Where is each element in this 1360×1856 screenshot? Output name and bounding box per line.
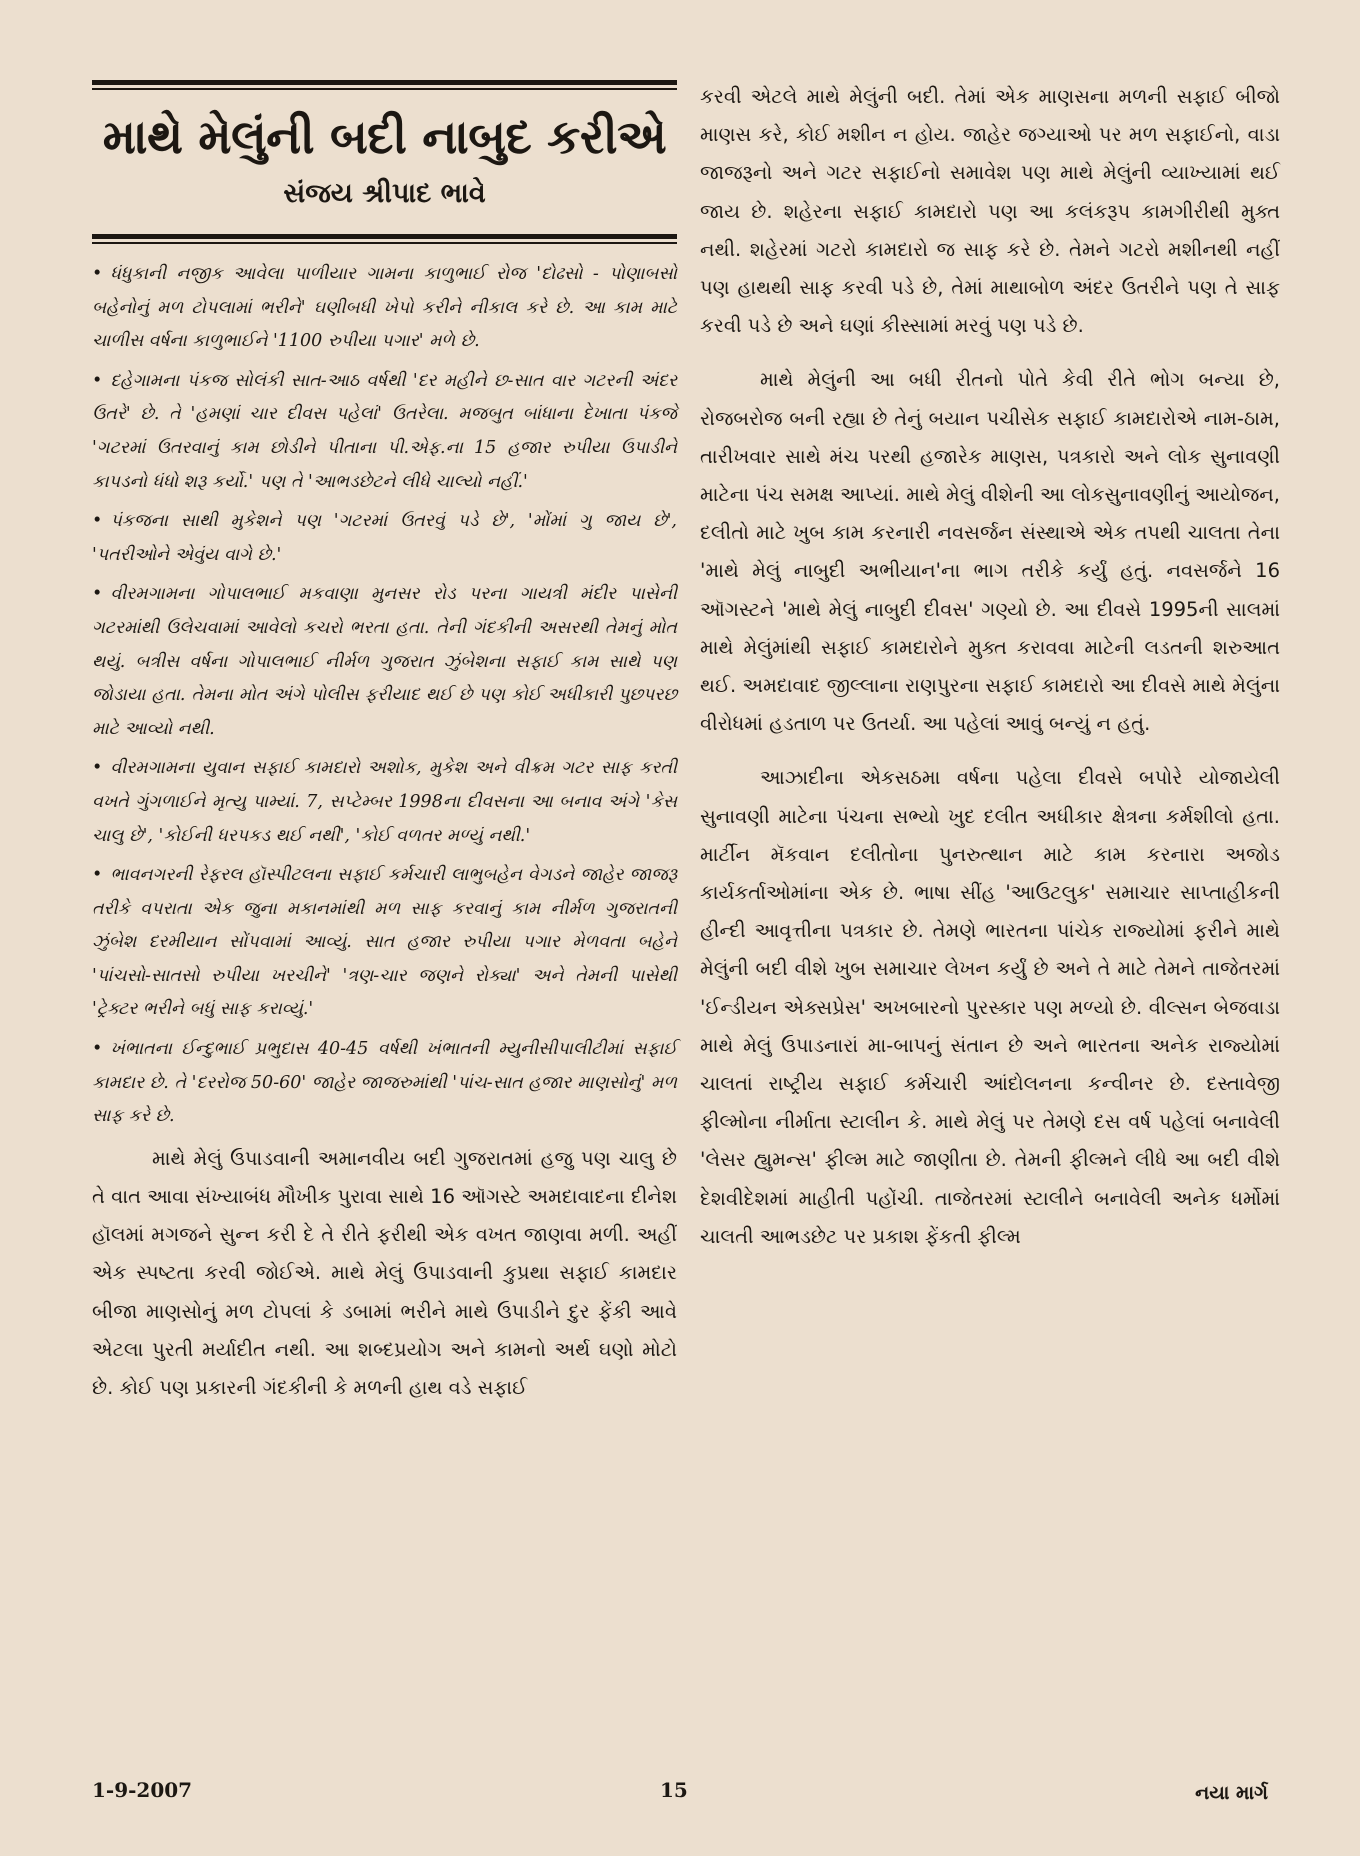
body-paragraph: માથે મેલું ઉપાડવાની અમાનવીય બદી ગુજરાતમાં હજુ પણ ચાલુ છે તે વાત આવા સંખ્યાબંધ મૌખીક પુરાવા સાથે 16 ઑગસ્ટે અમદાવાદના દીનેશ હૉલમાં મગજને સુન્ન કરી દે તે રીતે ફરીથી એક વખત જાણવા મળી. અહીં એક સ્પષ્ટતા કરવી જોઈએ. માથે મેલું ઉપાડવાની કુપ્રથા સફાઈ કામદાર બીજા માણસોનું મળ ટોપલાં કે ડબામાં ભરીને માથે ઉપાડીને દુર ફેંકી આવે એટલા પુરતી મર્યાદીત નથી. આ શબ્દપ્રયોગ અને કામનો અર્થ ઘણો મોટો છે. કોઈ પણ પ્રકારની ગંદકીની કે મળની હાથ વડે સફાઈ bbox=[92, 1146, 677, 1400]
bullet-dot-icon: • bbox=[92, 264, 103, 284]
bullet-text: ધંધુકાની નજીક આવેલા પાળીયાર ગામના કાળુભાઈ રોજ 'દોઢસો - પોણાબસો બહેનોનું મળ ટોપલામાં ભરીને' ઘણીબધી ખેપો કરીને નીકાલ કરે છે. આ કામ માટે ચાળીસ વર્ષના કાળુભાઈને '1100 રુપીયા પગાર' મળે છે. bbox=[92, 264, 677, 352]
bullet-dot-icon: • bbox=[92, 758, 103, 779]
bullet-text: વીરમગામના યુવાન સફાઈ કામદારો અશોક, મુકેશ અને વીક્રમ ગટર સાફ કરતી વખતે ગુંગળાઈને મૃત્યુ પામ્યાં. 7, સપ્ટેમ્બર 1998ના દીવસના આ બનાવ અંગે 'કેસ ચાલુ છે', 'કોઈની ધરપકડ થઈ નથી', 'કોઈ વળતર મળ્યું નથી.' bbox=[92, 758, 677, 846]
testimony-bullet-list bbox=[92, 258, 677, 1134]
title-top-rule-thin bbox=[92, 88, 677, 90]
issue-date: 1-9-2007 bbox=[92, 1778, 193, 1802]
bullet-item bbox=[92, 752, 677, 853]
bullet-dot-icon: • bbox=[92, 370, 103, 391]
body-paragraph: આઝાદીના એકસઠમા વર્ષના પહેલા દીવસે બપોરે યોજાયેલી સુનાવણી માટેના પંચના સભ્યો ખુદ દલીત અધીકાર ક્ષેત્રના કર્મશીલો હતા. માર્ટીન મૅકવાન દલીતોના પુનરુત્થાન માટે કામ કરનારા અજોડ કાર્યકર્તાઓમાંના એક છે. ભાષા સીંહ 'આઉટલુક' સમાચાર સાપ્તાહીકની હીન્દી આવૃત્તીના પત્રકાર છે. તેમણે ભારતના પાંચેક રાજ્યોમાં ફરીને માથે મેલુંની બદી વીશે ખુબ સમાચાર લેખન કર્યું છે અને તે માટે તેમને તાજેતરમાં 'ઈન્ડીયન એક્સપ્રેસ' અખબારનો પુરસ્કાર પણ મળ્યો છે. વીલ્સન બેજવાડા માથે મેલું ઉપાડનારાં મા-બાપનું સંતાન છે અને ભારતના અનેક રાજ્યોમાં ચાલતાં રાષ્ટ્રીય સફાઈ કર્મચારી આંદોલનના કન્વીનર છે. દસ્તાવેજી ફીલ્મોના નીર્માતા સ્ટાલીન કે. માથે મેલું પર તેમણે દસ વર્ષ પહેલાં બનાવેલી 'લેસર હ્યુમન્સ' ફીલ્મ માટે જાણીતા છે. તેમની ફીલ્મને લીધે આ બદી વીશે દેશવીદેશમાં માહીતી પહોંચી. તાજેતરમાં સ્ટાલીને બનાવેલી અનેક ધર્મોમાં ચાલતી આભડછેટ પર પ્રકાશ ફેંકતી ફીલ્મ bbox=[700, 766, 1280, 1248]
bullet-item bbox=[92, 859, 677, 1027]
bullet-item bbox=[92, 578, 677, 746]
page-number: 15 bbox=[660, 1778, 688, 1802]
bullet-dot-icon: • bbox=[92, 584, 103, 605]
bullet-item bbox=[92, 1033, 677, 1134]
bullet-text: ભાવનગરની રેફરલ હૉસ્પીટલના સફાઈ કર્મચારી લાભુબહેન વેગડને જાહેર જાજરૂ તરીકે વપરાતા એક જુના મકાનમાંથી મળ સાફ કરવાનું કામ નીર્મળ ગુજરાતની ઝુંબેશ દરમીયાન સોંપવામાં આવ્યું. સાત હજાર રુપીયા પગાર મેળવતા બહેને 'પાંચસો-સાતસો રુપીયા ખરચીને' 'ત્રણ-ચાર જણને રોક્યા' અને તેમની પાસેથી 'ટ્રેક્ટર ભરીને બધું સાફ કરાવ્યું.' bbox=[92, 865, 677, 1020]
author-bottom-rule-thin bbox=[92, 242, 677, 244]
body-paragraph: માથે મેલુંની આ બધી રીતનો પોતે કેવી રીતે ભોગ બન્યા છે, રોજબરોજ બની રહ્યા છે તેનું બયાન પચીસેક સફાઈ કામદારોએ નામ-ઠામ, તારીખવાર સાથે મંચ પરથી હજારેક માણસ, પત્રકારો અને લોક સુનાવણી માટેના પંચ સમક્ષ આપ્યાં. માથે મેલું વીશેની આ લોકસુનાવણીનું આયોજન, દલીતો માટે ખુબ કામ કરનારી નવસર્જન સંસ્થાએ એક તપથી ચાલતા તેના 'માથે મેલું નાબુદી અભીયાન'ના ભાગ તરીકે કર્યું હતું. નવસર્જને 16 ઑગસ્ટને 'માથે મેલું નાબુદી દીવસ' ગણ્યો છે. આ દીવસે 1995ની સાલમાં માથે મેલુંમાંથી સફાઈ કામદારોને મુક્ત કરાવવા માટેની લડતની શરુઆત થઈ. અમદાવાદ જીલ્લાના રાણપુરના સફાઈ કામદારો આ દીવસે માથે મેલુંના વીરોધમાં હડતાળ પર ઉતર્યા. આ પહેલાં આવું બન્યું ન હતું. bbox=[700, 368, 1280, 736]
bullet-dot-icon: • bbox=[92, 865, 103, 886]
bullet-text: દહેગામના પંકજ સોલંકી સાત-આઠ વર્ષથી 'દર મહીને છ-સાત વાર ગટરની અંદર ઉતરે' છે. તે 'હમણાં ચાર દીવસ પહેલાં' ઉતરેલા. મજબુત બાંધાના દેખાતા પંકજે 'ગટરમાં ઉતરવાનું કામ છોડીને પીતાના પી.એફ.ના 15 હજાર રુપીયા ઉપાડીને કાપડનો ધંધો શરૂ કર્યો.' પણ તે 'આભડછેટને લીધે ચાલ્યો નહીં.' bbox=[92, 370, 677, 492]
author-bottom-rule bbox=[92, 234, 677, 239]
left-column bbox=[92, 80, 677, 1407]
bullet-text: પંકજના સાથી મુકેશને પણ 'ગટરમાં ઉતરવું પડે છે', 'મોંમાં ગુ જાય છે', 'પતરીઓને એવુંય વાગે છે.' bbox=[92, 511, 677, 565]
page-footer bbox=[0, 1778, 1360, 1818]
magazine-name: નયા માર્ગ bbox=[1195, 1782, 1268, 1804]
right-column bbox=[700, 78, 1280, 1272]
article-title: માથે મેલુંની બદી નાબુદ કરીએ bbox=[102, 110, 667, 165]
bullet-item bbox=[92, 365, 677, 499]
article-author: સંજય શ્રીપાદ ભાવે bbox=[283, 178, 486, 209]
bullet-dot-icon: • bbox=[92, 511, 103, 532]
bullet-text: વીરમગામના ગોપાલભાઈ મકવાણા મુનસર રોડ પરના ગાયત્રી મંદીર પાસેની ગટરમાંથી ઉલેચવામાં આવેલો કચરો ભરતા હતા. તેની ગંદકીની અસરથી તેમનું મોત થયું. બત્રીસ વર્ષના ગોપાલભાઈ નીર્મળ ગુજરાત ઝુંબેશના સફાઈ કામ સાથે પણ જોડાયા હતા. તેમના મોત અંગે પોલીસ ફરીયાદ થઈ છે પણ કોઈ અધીકારી પુછપરછ માટે આવ્યો નથી. bbox=[92, 584, 677, 739]
bullet-text: ખંભાતના ઈન્દુભાઈ પ્રભુદાસ 40-45 વર્ષથી ખંભાતની મ્યુનીસીપાલીટીમાં સફાઈ કામદાર છે. તે 'દરરોજ 50-60' જાહેર જાજરુમાંથી 'પાંચ-સાત હજાર માણસોનું' મળ સાફ કરે છે. bbox=[92, 1039, 677, 1127]
bullet-item bbox=[92, 258, 677, 359]
bullet-item bbox=[92, 505, 677, 572]
title-top-rule bbox=[92, 80, 677, 85]
body-paragraph: કરવી એટલે માથે મેલુંની બદી. તેમાં એક માણસના મળની સફાઈ બીજો માણસ કરે, કોઈ મશીન ન હોય. જાહેર જગ્યાઓ પર મળ સફાઈનો, વાડા જાજરૂનો અને ગટર સફાઈનો સમાવેશ પણ માથે મેલુંની વ્યાખ્યામાં થઈ જાય છે. શહેરના સફાઈ કામદારો પણ આ કલંકરૂપ કામગીરીથી મુક્ત નથી. શહેરમાં ગટરો કામદારો જ સાફ કરે છે. તેમને ગટરો મશીનથી નહીં પણ હાથથી સાફ કરવી પડે છે, તેમાં માથાબોળ અંદર ઉતરીને પણ તે સાફ કરવી પડે છે અને ઘણાં કીસ્સામાં મરવું પણ પડે છે. bbox=[700, 85, 1280, 338]
bullet-dot-icon: • bbox=[92, 1039, 103, 1060]
